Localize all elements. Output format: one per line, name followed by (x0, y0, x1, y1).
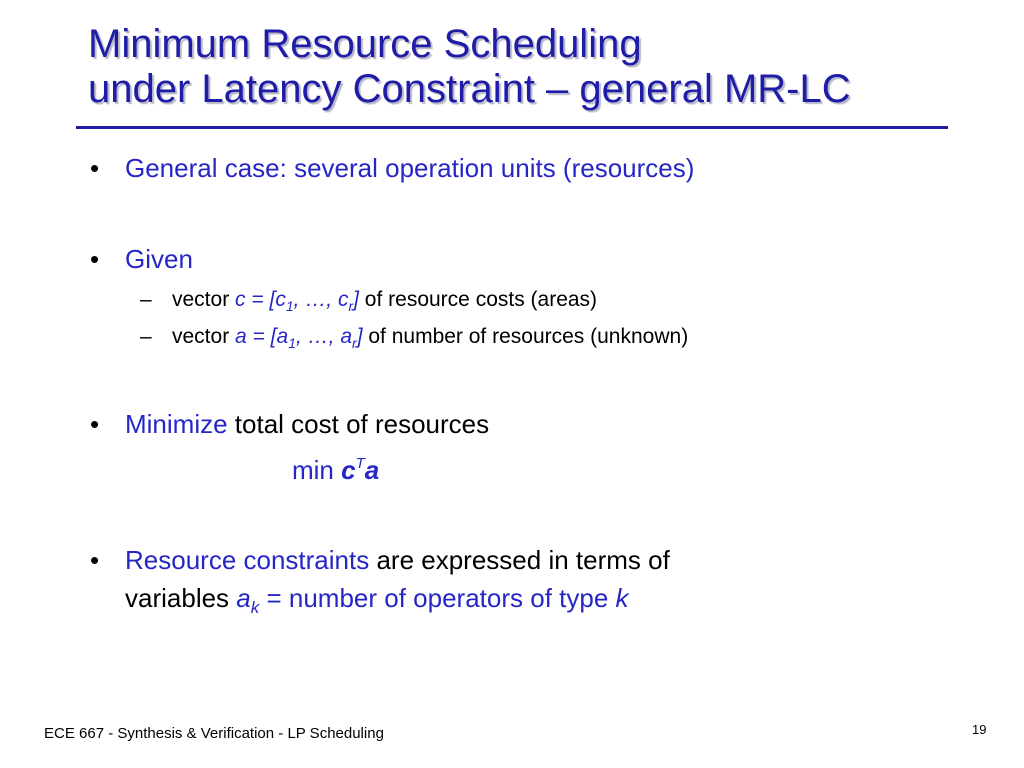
bullet-text (125, 542, 670, 578)
vector-c-expression (235, 288, 359, 314)
bullet-marker: • (90, 244, 100, 274)
var-a: a (235, 325, 247, 348)
bullet-marker: • (90, 153, 100, 183)
sub-bullet-marker: – (140, 288, 152, 311)
formula-a: a (364, 455, 380, 485)
subscript-k: k (250, 598, 260, 617)
sub-suffix: of resource costs (areas) (358, 288, 598, 311)
var-c: c (235, 288, 246, 311)
footer-course-title: ECE 667 - Synthesis & Verification - LP Scheduling (44, 725, 384, 742)
formula-min: min (292, 455, 342, 485)
expr-equals: = [ (245, 288, 276, 311)
keyword-minimize: Minimize (125, 409, 228, 439)
subscript-1: 1 (285, 298, 294, 314)
sub-prefix: vector (172, 325, 236, 348)
subscript-1: 1 (288, 335, 296, 351)
objective-formula (292, 452, 379, 493)
keyword-resource-constraints: Resource constraints (125, 545, 370, 575)
bullet-text: General case: several operation units (resources) (125, 153, 695, 183)
formula-superscript-t: T (355, 455, 365, 472)
subscript-r: r (348, 298, 354, 314)
bullet-rest: are expressed in terms of (369, 545, 670, 575)
var-a-k: a (236, 583, 251, 613)
subscript-r: r (352, 335, 357, 351)
var-a1: a (276, 325, 289, 348)
bullet-marker: • (90, 409, 100, 439)
var-ar: a (340, 325, 353, 348)
slide-title (88, 22, 988, 112)
expr-ellipsis: , …, (293, 288, 338, 311)
var-cr: c (337, 288, 349, 311)
expr-close: ] (356, 325, 363, 348)
line2-definition: = number of operators of type (259, 583, 616, 613)
bullet-marker: • (90, 545, 100, 575)
sub-prefix: vector (172, 288, 236, 311)
sub-bullet-text (172, 286, 597, 315)
expr-equals: = [ (246, 325, 277, 348)
var-c1: c (275, 288, 286, 311)
slide-title-line-1: Minimum Resource Scheduling (88, 22, 642, 66)
bullet-resource-constraints-line2 (125, 580, 629, 620)
formula-c: c (341, 455, 356, 485)
title-underline (76, 126, 948, 129)
expr-close: ] (353, 288, 359, 311)
line2-prefix: variables (125, 583, 237, 613)
sub-bullet-text (172, 323, 688, 352)
expr-ellipsis: , …, (295, 325, 341, 348)
sub-bullet-marker: – (140, 325, 152, 348)
type-k: k (615, 583, 629, 613)
bullet-rest: total cost of resources (227, 409, 490, 439)
slide-title-line-2: under Latency Constraint – general MR-LC (88, 67, 851, 111)
bullet-text: Given (125, 244, 193, 274)
slide-page-number: 19 (972, 722, 987, 737)
sub-suffix: of number of resources (unknown) (362, 325, 689, 348)
bullet-text (125, 406, 489, 442)
vector-a-expression (235, 325, 363, 351)
